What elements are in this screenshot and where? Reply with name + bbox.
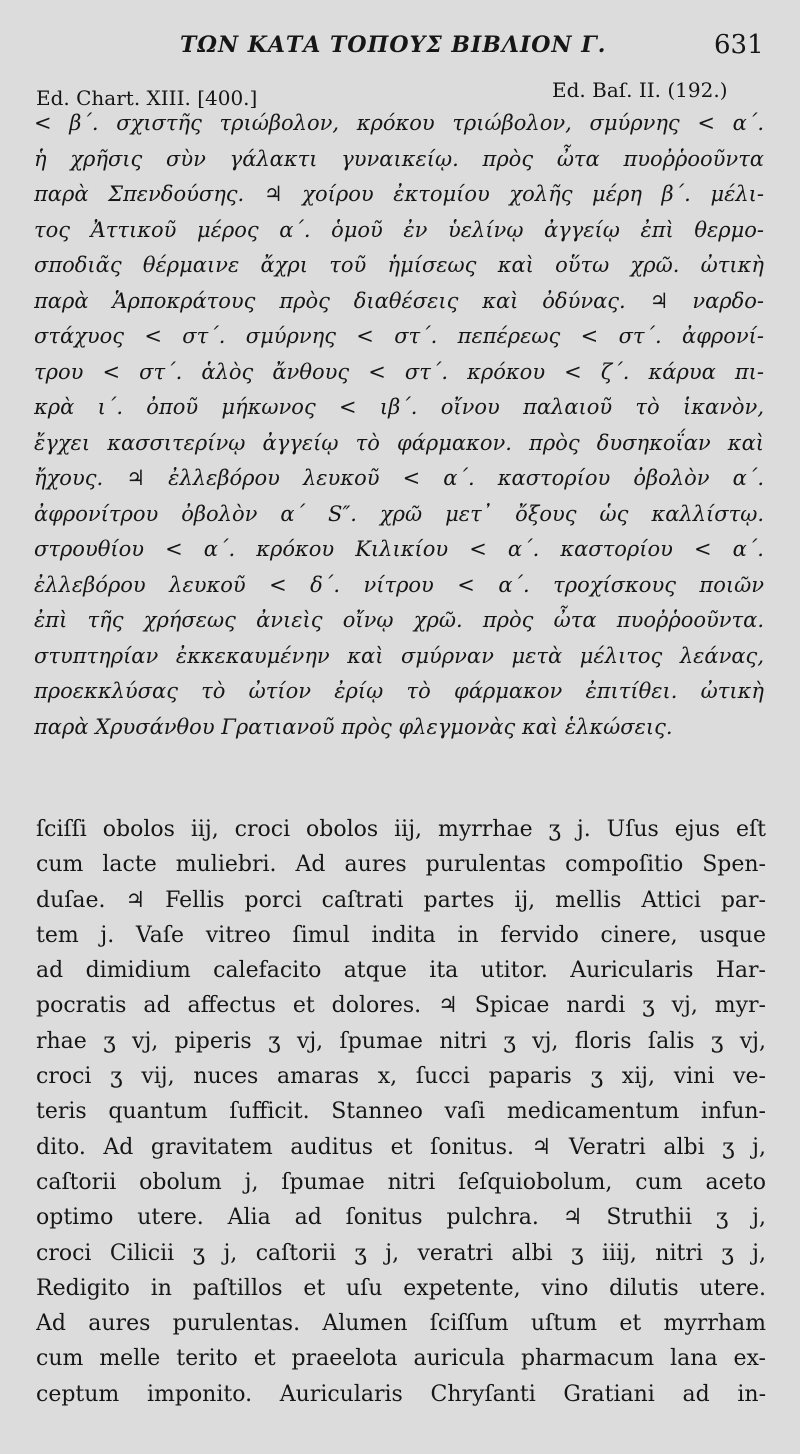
latin-line: croci ʒ vij, nuces amaras x, ſucci paparis ʒ xij, vini ve-: [36, 1064, 766, 1090]
greek-line: παρὰ Σπενδούσης. ♃ χοίρου ἐκτομίου χολῆς μέρη β΄. μέλι-: [34, 182, 764, 206]
latin-line: optimo utere. Alia ad ſonitus pulchra. ♃ Struthii ʒ j,: [36, 1205, 766, 1231]
latin-line: dito. Ad gravitatem auditus et ſonitus. ♃ Veratri albi ʒ j,: [36, 1134, 766, 1160]
latin-line: Redigito in paſtillos et uſu expetente, vino dilutis utere.: [36, 1275, 766, 1301]
greek-line: προεκκλύσας τὸ ὠτίον ἐρίῳ τὸ φάρμακον ἐπιτίθει. ὠτικὴ: [34, 679, 764, 703]
greek-line: στάχυος < στ΄. σμύρνης < στ΄. πεπέρεως < στ΄. ἀφρονί-: [34, 324, 764, 348]
edition-reference-chart: Ed. Chart. XIII. [400.]: [36, 86, 258, 110]
edition-reference-basel: Ed. Baſ. II. (192.): [552, 78, 728, 102]
latin-line: cum lacte muliebri. Ad aures purulentas compoſitio Spen-: [36, 852, 766, 878]
latin-line: cum melle terito et praeelota auricula pharmacum lana ex-: [36, 1346, 766, 1372]
latin-line: tem j. Vaſe vitreo ſimul indita in fervido cinere, usque: [36, 922, 766, 948]
greek-line: < β΄. σχιστῆς τριώβολον, κρόκου τριώβολον, σμύρνης < α΄.: [34, 111, 764, 135]
page-number: 631: [714, 30, 764, 60]
greek-line: ἐπὶ τῆς χρήσεως ἀνιεὶς οἴνῳ χρῶ. πρὸς ὦτα πυοῤῥοοῦντα.: [34, 608, 764, 632]
latin-line: ſciſſi obolos iij, croci obolos iij, myrrhae ʒ j. Uſus ejus eſt: [36, 817, 766, 842]
latin-line: Ad aures purulentas. Alumen ſciſſum uſtum et myrrham: [36, 1311, 766, 1337]
latin-line: ad dimidium calefacito atque ita utitor. Auricularis Har-: [36, 958, 766, 984]
greek-line: σποδιᾶς θέρμαινε ἄχρι τοῦ ἡμίσεως καὶ οὕτω χρῶ. ὠτικὴ: [34, 253, 764, 277]
greek-line: ἡ χρῆσις σὺν γάλακτι γυναικείῳ. πρὸς ὦτα πυοῤῥοοῦντα: [34, 146, 764, 171]
latin-line: duſae. ♃ Fellis porci caſtrati partes ij, mellis Attici par-: [36, 887, 766, 913]
greek-line: στρουθίου < α΄. κρόκου Κιλικίου < α΄. καστορίου < α΄.: [34, 537, 764, 561]
greek-line: παρὰ Ἁρποκράτους πρὸς διαθέσεις καὶ ὀδύνας. ♃ ναρδο-: [34, 288, 764, 313]
edition-references: [0, 76, 800, 108]
greek-line: ἀφρονίτρου ὀβολὸν α΄ S″. χρῶ μετ᾽ ὄξους ὡς καλλίστῳ.: [34, 501, 764, 526]
latin-text-block: [36, 812, 766, 1412]
greek-line: ἤχους. ♃ ἐλλεβόρου λευκοῦ < α΄. καστορίου ὀβολὸν α΄.: [34, 466, 764, 490]
latin-line: rhae ʒ vj, piperis ʒ vj, ſpumae nitri ʒ vj, floris ſalis ʒ vj,: [36, 1028, 766, 1054]
greek-line: ἐλλεβόρου λευκοῦ < δ΄. νίτρου < α΄. τροχίσκους ποιῶν: [34, 572, 764, 597]
latin-line: pocratis ad affectus et dolores. ♃ Spicae nardi ʒ vj, myr-: [36, 993, 766, 1019]
greek-line: τος Ἀττικοῦ μέρος α΄. ὁμοῦ ἐν ὑελίνῳ ἀγγείῳ ἐπὶ θερμο-: [34, 217, 764, 242]
greek-text-block: [34, 106, 764, 745]
latin-line: croci Cilicii ʒ j, caſtorii ʒ j, veratri albi ʒ iiij, nitri ʒ j,: [36, 1240, 766, 1266]
running-title: ΤΩΝ ΚΑΤΑ ΤΟΠΟΥΣ ΒΙΒΛΙΟΝ Γ.: [180, 32, 607, 58]
running-head: [0, 28, 800, 68]
latin-line: teris quantum ſufficit. Stanneo vaſi medicamentum infun-: [36, 1099, 766, 1125]
greek-line: κρὰ ι΄. ὀποῦ μήκωνος < ιβ΄. οἴνου παλαιοῦ τὸ ἱκανὸν,: [34, 395, 764, 419]
latin-line: ceptum imponito. Auricularis Chryſanti Gratiani ad in-: [36, 1381, 766, 1407]
latin-line: caſtorii obolum j, ſpumae nitri ſeſquiobolum, cum aceto: [36, 1169, 766, 1195]
greek-line: στυπτηρίαν ἐκκεκαυμένην καὶ σμύρναν μετὰ μέλιτος λεάνας,: [34, 643, 764, 668]
greek-line: ἔγχει κασσιτερίνῳ ἀγγείῳ τὸ φάρμακον. πρὸς δυσηκοΐαν καὶ: [34, 430, 764, 455]
greek-line: τρου < στ΄. ἁλὸς ἄνθους < στ΄. κρόκου < ζ΄. κάρυα πι-: [34, 359, 764, 384]
greek-line: παρὰ Χρυσάνθου Γρατιανοῦ πρὸς φλεγμονὰς καὶ ἑλκώσεις.: [34, 714, 673, 739]
